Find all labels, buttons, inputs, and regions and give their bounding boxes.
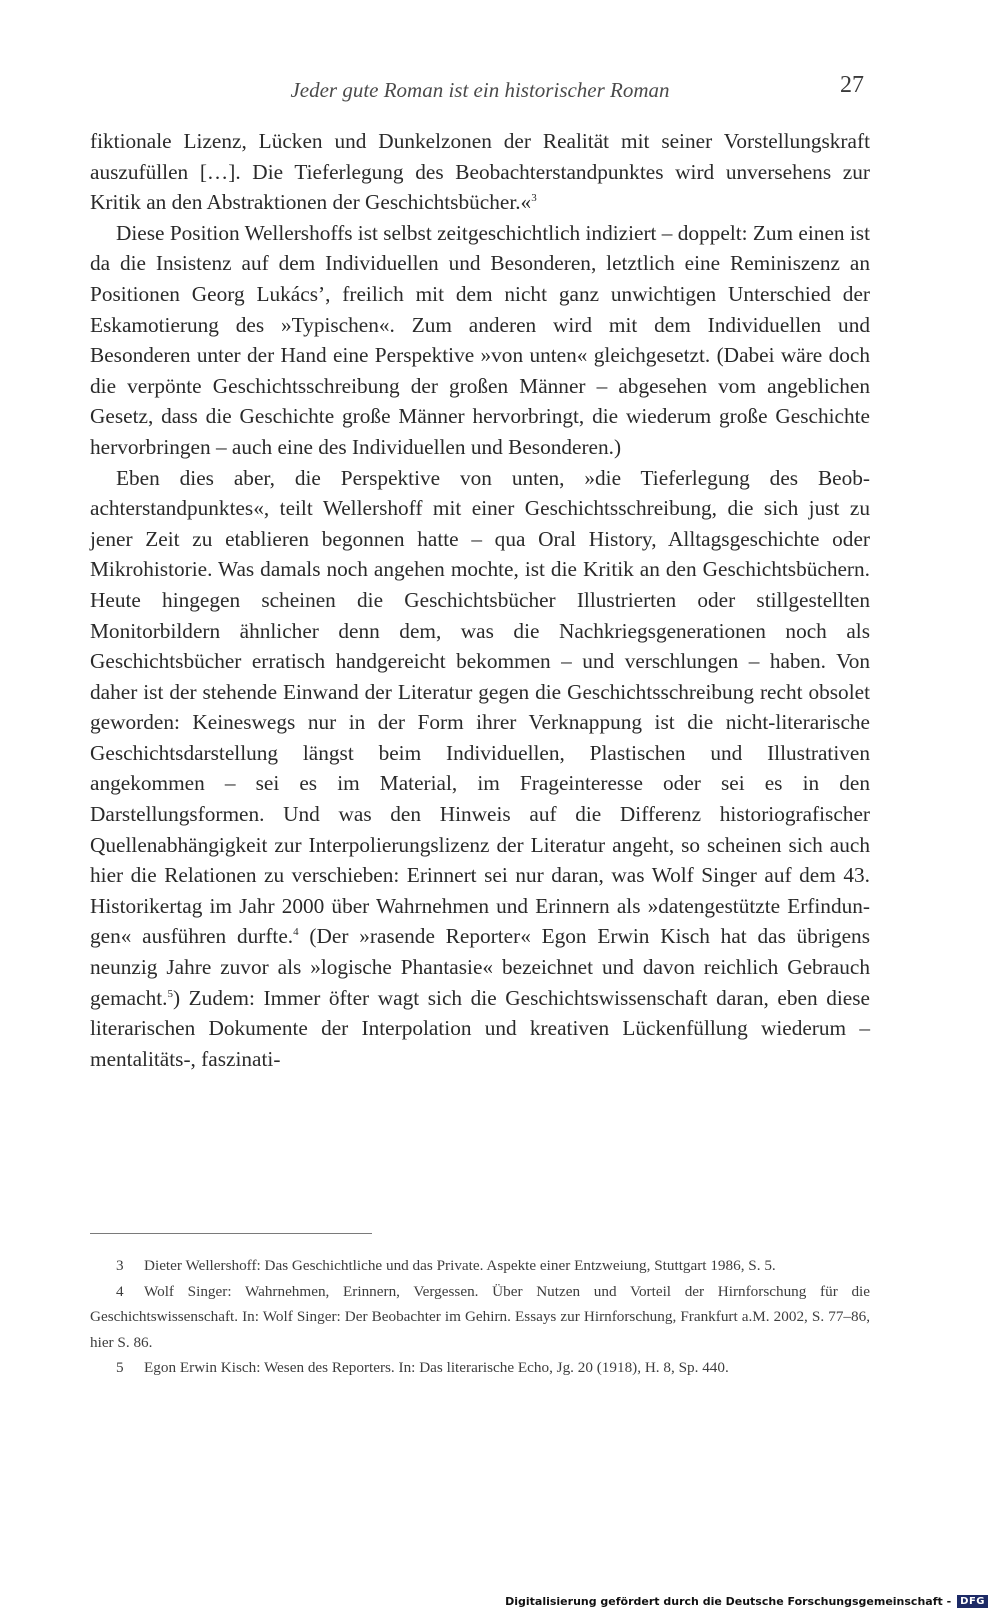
- footnotes: [90, 1253, 870, 1381]
- footnote-ref-3[interactable]: 3: [531, 192, 537, 205]
- footnote-ref-5[interactable]: 5: [167, 987, 173, 1000]
- paragraph-3-part-2: (Der »rasende Reporter« Egon Erwin Kisch hat das übrigens neunzig Jahre zuvor als »logische Phantasie« bezeichnet und davon reichlich Gebrauch gemacht.: [90, 924, 870, 1010]
- footnote-text: Dieter Wellershoff: Das Geschichtliche und das Private. Aspekte einer Entzweiung, Stuttgart 1986, S. 5.: [144, 1257, 776, 1274]
- paragraph-1: [90, 126, 870, 218]
- funding-footer: [505, 1592, 988, 1610]
- paragraph-2: Diese Position Wellershoffs ist selbst zeitgeschichtlich indiziert – doppelt: Zum einen ist da die Insistenz auf dem Individuellen und Besonderen, letztlich eine Reminiszenz an Positionen Georg Lukács’, freilich mit dem nicht ganz unwichtigen Unterschied der Eskamotierung des »Typischen«. Zum anderen wird mit dem Individuellen und Besonderen unter der Hand eine Perspektive »von unten« gleichgesetzt. (Dabei wäre doch die verpönte Geschichtsschreibung der großen Männer – abgesehen vom angeblichen Gesetz, dass die Geschichte große Männer hervorbringt, die wiederum große Geschichte hervorbringen – auch eine des Individuellen und Besonderen.): [90, 220, 871, 459]
- dfg-logo: DFG: [957, 1595, 988, 1608]
- footnote-text: Egon Erwin Kisch: Wesen des Reporters. In: Das literarische Echo, Jg. 20 (1918), H. 8, Sp. 440.: [144, 1359, 729, 1376]
- page-number: 27: [840, 72, 864, 98]
- paragraph-3-part-3: ) Zudem: Immer öfter wagt sich die Geschichtswissenschaft daran, eben diese literarischen Dokumente der Interpolation und kreativen Lückenfüllung wiederum – mentalitäts-, faszinati-: [90, 985, 870, 1071]
- footnote-4: [90, 1279, 870, 1356]
- running-header: [90, 72, 870, 112]
- body-text: [90, 126, 870, 1074]
- footnote-ref-4[interactable]: 4: [293, 926, 299, 939]
- footnote-5: [90, 1355, 870, 1381]
- running-title: Jeder gute Roman ist ein historischer Roman: [290, 78, 670, 102]
- funding-text: Digitalisierung gefördert durch die Deutsche Forschungsgemeinschaft -: [505, 1594, 952, 1608]
- paragraph-3: [90, 463, 870, 1075]
- footnote-number: 5: [116, 1359, 124, 1376]
- footnote-divider: [90, 1233, 372, 1234]
- paragraph-1-text: fiktionale Lizenz, Lücken und Dunkelzonen der Realität mit seiner Vorstellungskraft auszufüllen […]. Die Tieferlegung des Beobachterstandpunktes wird unversehens zur Kritik an den Abstraktionen der Geschichtsbücher.«: [90, 129, 870, 215]
- footnote-number: 3: [116, 1257, 124, 1274]
- footnote-3: [90, 1253, 870, 1279]
- footnote-text: Wolf Singer: Wahrnehmen, Erinnern, Vergessen. Über Nutzen und Vorteil der Hirnforschung für die Geschichtswissenschaft. In: Wolf Singer: Der Beobachter im Gehirn. Essays zur Hirnforschung, Frankfurt a.M. 2002, S. 77–86, hier S. 86.: [90, 1282, 870, 1351]
- footnote-number: 4: [116, 1282, 124, 1300]
- paragraph-3-part-1: Eben dies aber, die Perspektive von unten, »die Tieferlegung des Beobachterstandpunktes«, teilt Wellershoff mit einer Geschichtsschreibung, die sich just zu jener Zeit zu etablieren begonnen hatte – qua Oral History, Alltagsgeschichte oder Mikrohistorie. Was damals noch angehen mochte, ist die Kritik an den Geschichtsbüchern. Heute hingegen scheinen die Geschichtsbücher Illustrierten oder stillgestellten Monitorbildern ähnlicher denn dem, was die Nachkriegsgenerationen noch als Geschichtsbücher erratisch handgereicht bekommen – und verschlungen – haben. Von daher ist der stehende Einwand der Literatur gegen die Geschichtsschreibung recht obsolet geworden: Keineswegs nur in der Form ihrer Verknappung ist die nicht-literarische Geschichtsdarstellung längst beim Individuellen, Plastischen und Illustrativen angekommen – sei es im Material, im Frageinteresse oder sei es in den Darstellungsformen. Und was den Hinweis auf die Differenz historiografischer Quellenabhängigkeit zur Interpolierungslizenz der Literatur angeht, so scheinen sich auch hier die Relationen zu verschieben: Erinnert sei nur daran, was Wolf Singer auf dem 43. Historikertag im Jahr 2000 über Wahrnehmen und Erinnern als »datengestützte Erfindungen« ausführen durfte.: [90, 465, 870, 949]
